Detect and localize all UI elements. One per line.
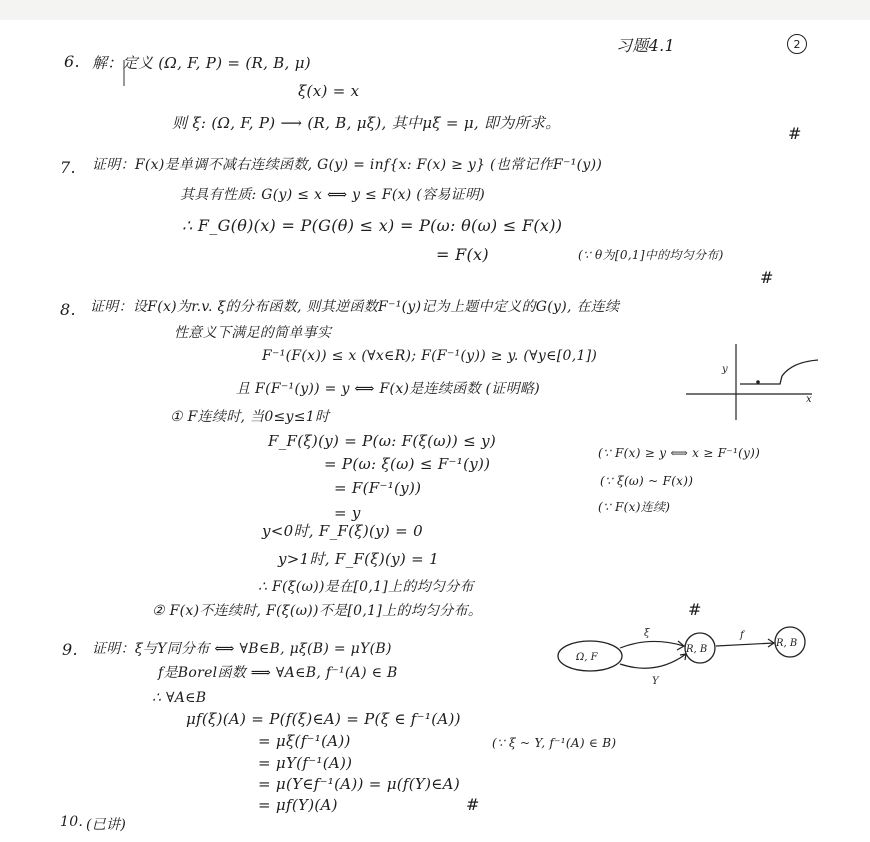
- page-number-badge: [787, 34, 807, 54]
- diagram-node-omega-label: Ω, F: [576, 652, 598, 663]
- problem-7-line-3: ∴ F_G(θ)(x) = P(G(θ) ≤ x) = P(ω: θ(ω) ≤ F(x)): [182, 216, 563, 235]
- problem-8-line-13: ② F(x)不连续时, F(ξ(ω))不是[0,1]上的均匀分布。: [152, 603, 483, 619]
- problem-10-number: 10.: [60, 814, 84, 830]
- problem-9-line-2: f是Borel函数 ⟹ ∀A∈B, f⁻¹(A) ∈ B: [158, 665, 398, 681]
- diagram-edge-f-label: f: [740, 630, 744, 641]
- problem-9-line-1: 证明：ξ与Y同分布 ⟺ ∀B∈B, μξ(B) = μY(B): [92, 641, 392, 657]
- problem-8-line-5: ① F连续时, 当0≤y≤1时: [170, 409, 330, 425]
- problem-8-line-8: = F(F⁻¹(y)): [334, 479, 422, 497]
- problem-8-end-mark: #: [688, 600, 702, 619]
- problem-8-line-7: = P(ω: ξ(ω) ≤ F⁻¹(y)): [324, 455, 491, 473]
- problem-7-number: 7.: [60, 158, 76, 177]
- problem-10-line-1: (已讲): [86, 817, 127, 833]
- page-number: 2: [793, 37, 801, 51]
- problem-8-note-3: (∵ F(x)连续): [598, 500, 671, 514]
- problem-8-line-3: F⁻¹(F(x)) ≤ x (∀x∈R); F(F⁻¹(y)) ≥ y. (∀y∈[0,1]): [262, 348, 598, 364]
- problem-7-end-mark: #: [760, 268, 774, 287]
- problem-8-line-10: y<0时, F_F(ξ)(y) = 0: [262, 522, 423, 540]
- problem-8-line-2: 性意义下满足的简单事实: [174, 325, 332, 341]
- diagram-node-rb-1-label: R, B: [686, 644, 708, 655]
- diagram-node-rb-2-label: R, B: [776, 638, 798, 649]
- problem-6-number: 6.: [64, 52, 80, 71]
- graph-y-label: y: [722, 364, 728, 375]
- problem-8-line-11: y>1时, F_F(ξ)(y) = 1: [278, 550, 439, 568]
- problem-9-line-8: = μf(Y)(A): [258, 796, 338, 814]
- problem-8-line-9: = y: [334, 504, 361, 522]
- problem-8-line-4: 且 F(F⁻¹(y)) = y ⟺ F(x)是连续函数 (证明略): [236, 381, 540, 397]
- diagram-edge-xi-label: ξ: [644, 628, 650, 639]
- problem-8-note-2: (∵ ξ(ω) ~ F(x)): [600, 474, 694, 488]
- graph-x-label: x: [806, 394, 812, 405]
- diagram-edge-y-label: Y: [652, 676, 659, 687]
- page-title: 习题4.1: [616, 36, 675, 55]
- problem-8-line-6: F_F(ξ)(y) = P(ω: F(ξ(ω)) ≤ y): [268, 432, 497, 450]
- problem-9-line-3: ∴ ∀A∈B: [152, 690, 207, 706]
- problem-9-line-5: = μξ(f⁻¹(A)): [258, 732, 351, 750]
- problem-9-note: (∵ ξ ~ Y, f⁻¹(A) ∈ B): [492, 736, 617, 750]
- problem-6-line-3: 则 ξ: (Ω, F, P) ⟶ (R, B, μξ), 其中μξ = μ, 即为所求。: [172, 114, 561, 132]
- problem-7-note: (∵ θ为[0,1]中的均匀分布): [578, 248, 724, 262]
- problem-9-number: 9.: [62, 640, 78, 659]
- problem-8-line-1: 证明：设F(x)为r.v. ξ的分布函数, 则其逆函数F⁻¹(y)记为上题中定义的G(y), 在连续: [90, 299, 620, 315]
- problem-7-line-4: = F(x): [436, 245, 489, 264]
- problem-6-end-mark: #: [788, 124, 802, 143]
- problem-6-line-2: ξ(x) = x: [298, 82, 360, 100]
- problem-7-line-2: 其具有性质: G(y) ≤ x ⟺ y ≤ F(x) (容易证明): [180, 187, 486, 203]
- problem-9-end-mark: #: [466, 795, 480, 814]
- problem-7-line-1: 证明：F(x)是单调不减右连续函数, G(y) = inf{x: F(x) ≥ y} (也常记作F⁻¹(y)): [92, 157, 603, 173]
- problem-8-number: 8.: [60, 300, 76, 319]
- problem-9-line-4: μf(ξ)(A) = P(f(ξ)∈A) = P(ξ ∈ f⁻¹(A)): [186, 710, 461, 728]
- problem-9-line-7: = μ(Y∈f⁻¹(A)) = μ(f(Y)∈A): [258, 775, 460, 793]
- problem-6-line-1: 解：定义 (Ω, F, P) = (R, B, μ): [92, 54, 311, 72]
- problem-8-note-1: (∵ F(x) ≥ y ⟺ x ≥ F⁻¹(y)): [598, 446, 761, 460]
- scan-top-band: [0, 0, 870, 20]
- problem-8-line-12: ∴ F(ξ(ω))是在[0,1]上的均匀分布: [258, 579, 474, 595]
- problem-9-line-6: = μY(f⁻¹(A)): [258, 754, 353, 772]
